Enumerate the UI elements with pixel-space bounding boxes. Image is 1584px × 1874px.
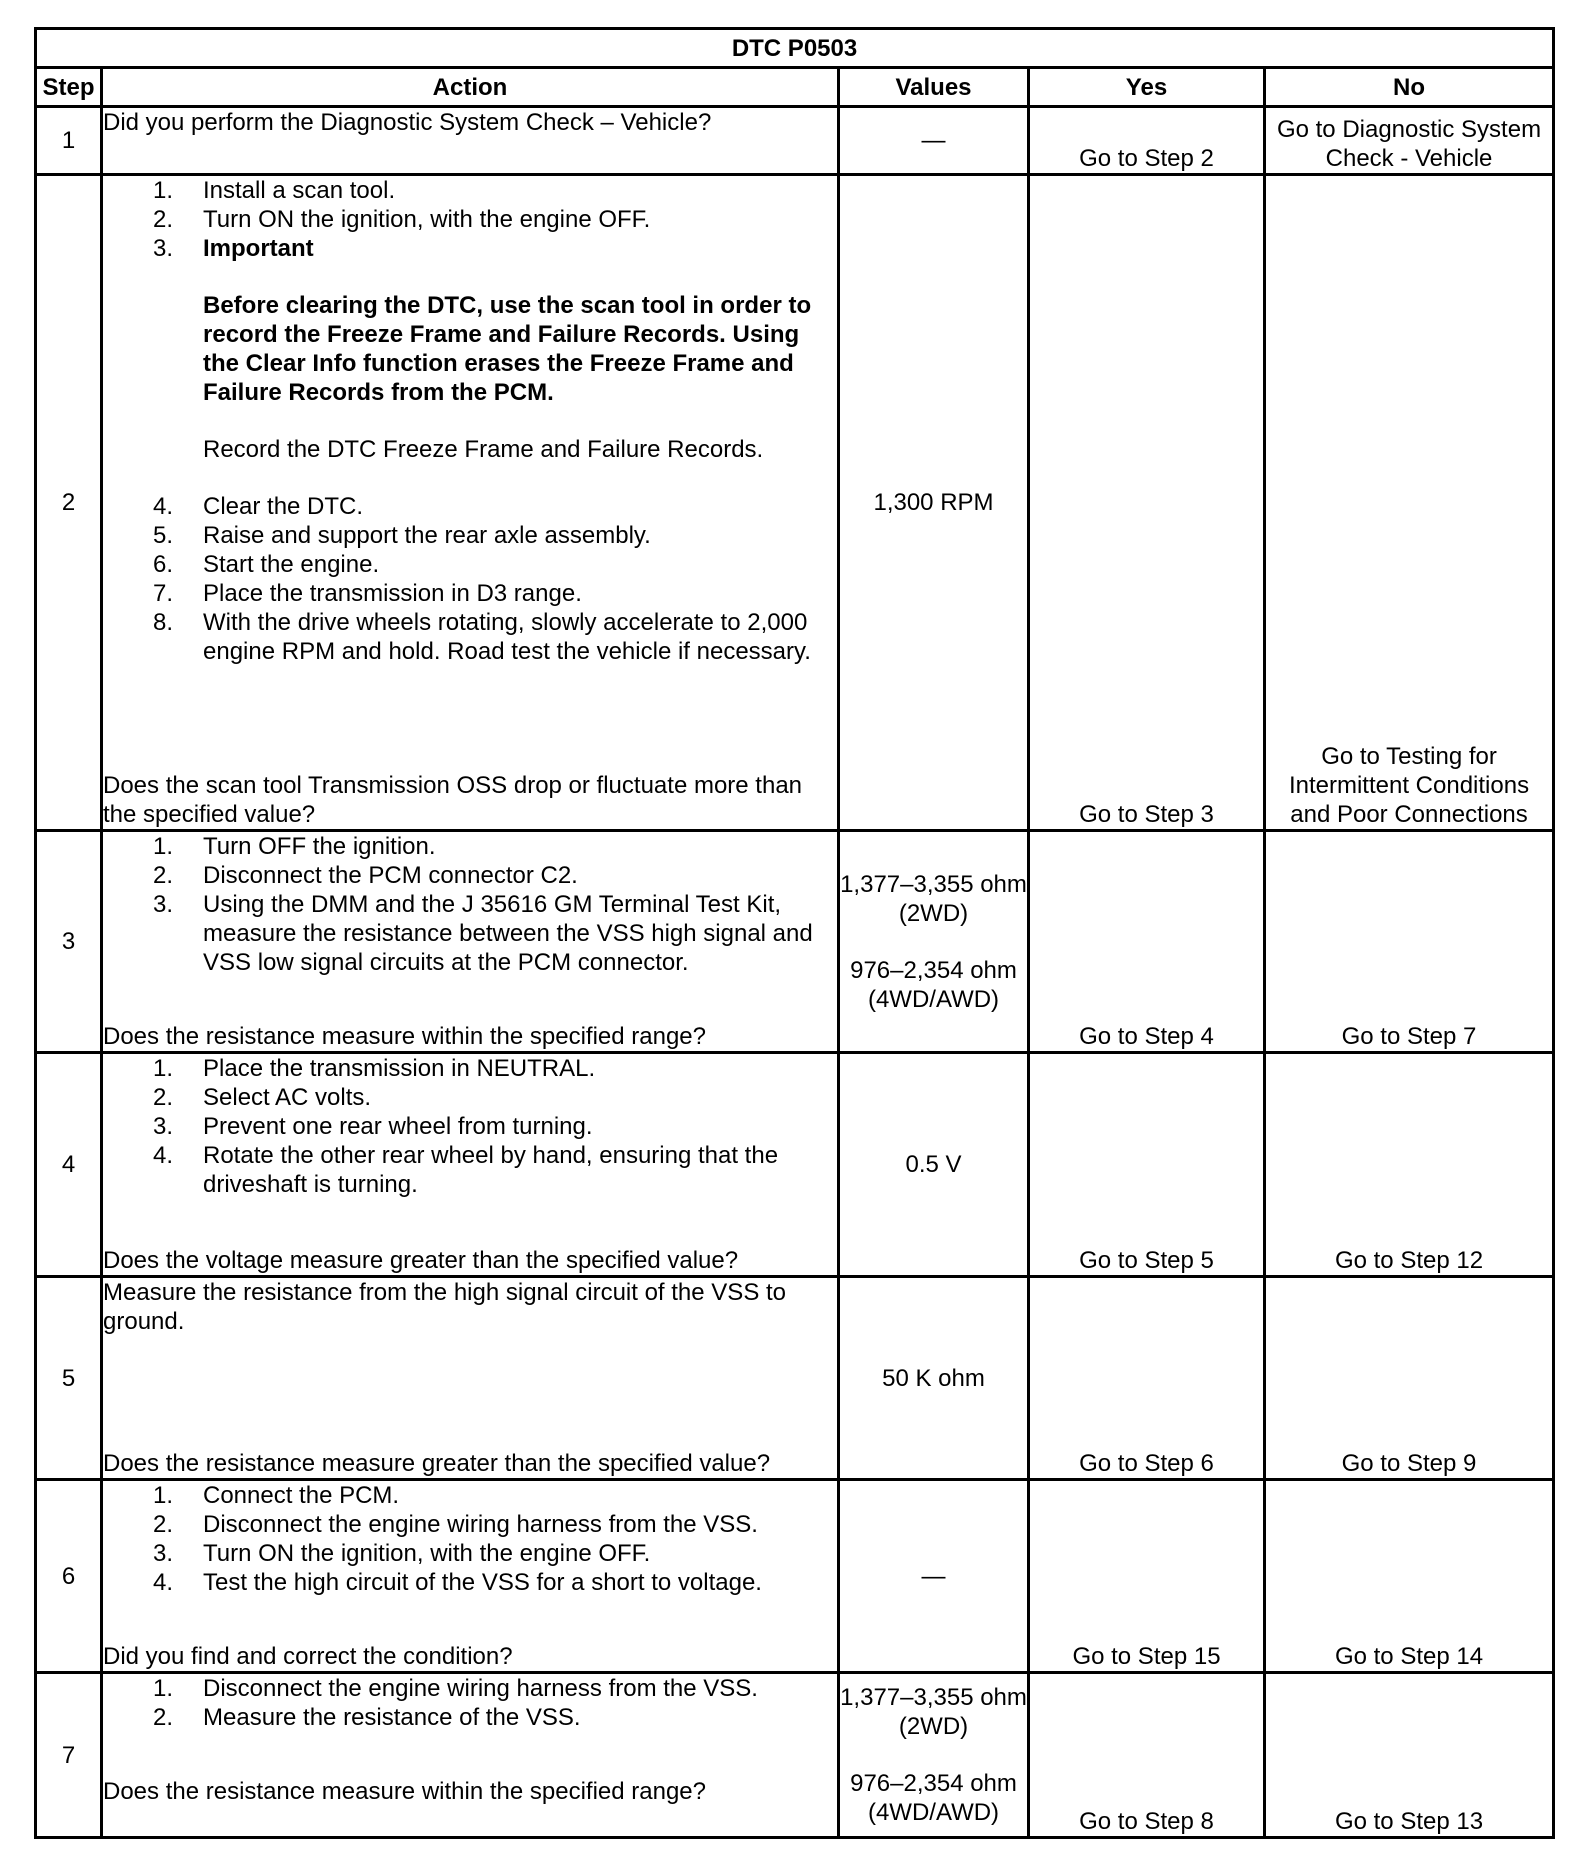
- step-number: 7: [36, 1673, 102, 1838]
- no-cell: Go to Step 14: [1265, 1480, 1554, 1673]
- values-cell: [839, 831, 1029, 1053]
- step-number: 4: [36, 1053, 102, 1277]
- record-instruction: Record the DTC Freeze Frame and Failure Records.: [203, 436, 764, 463]
- action-question: Does the resistance measure within the specified range?: [103, 1778, 706, 1805]
- table-header-row: [36, 68, 1554, 107]
- value-text: 0.5 V: [905, 1151, 962, 1178]
- value-text: 976–2,354 ohm (4WD/AWD): [850, 956, 1017, 1013]
- value-text: 1,300 RPM: [873, 489, 994, 516]
- table-row: [36, 831, 1554, 1053]
- important-note: Before clearing the DTC, use the scan tool in order to record the Freeze Frame and Failure Records. Using the Clear Info function erases the Freeze Frame and Failure Records from the PCM.: [203, 292, 812, 406]
- list-item: 1. Disconnect the engine wiring harness from the VSS.: [152, 1675, 758, 1702]
- yes-cell: Go to Step 15: [1029, 1480, 1265, 1673]
- list-item: 3. Using the DMM and the J 35616 GM Terminal Test Kit, measure the resistance between the VSS high signal and VSS low signal circuits at the PCM connector.: [152, 891, 813, 976]
- no-cell: Go to Step 13: [1265, 1673, 1554, 1838]
- list-item: 5. Raise and support the rear axle assembly.: [152, 522, 651, 549]
- table-row: [36, 1673, 1554, 1838]
- action-question: Does the resistance measure within the specified range?: [103, 1023, 706, 1050]
- value-text: 976–2,354 ohm (4WD/AWD): [850, 1770, 1017, 1826]
- no-cell: Go to Step 7: [1265, 831, 1554, 1053]
- values-cell: [839, 1480, 1029, 1673]
- action-question: Did you perform the Diagnostic System Check – Vehicle?: [103, 109, 712, 136]
- header-values: Values: [839, 68, 1029, 107]
- value-text: 1,377–3,355 ohm (2WD): [840, 1684, 1027, 1740]
- values-cell: [839, 1277, 1029, 1480]
- list-item: 1. Connect the PCM.: [152, 1482, 400, 1509]
- table-row: [36, 1053, 1554, 1277]
- list-item: 4. Rotate the other rear wheel by hand, ensuring that the driveshaft is turning.: [152, 1142, 779, 1198]
- action-question: Does the scan tool Transmission OSS drop or fluctuate more than the specified value?: [103, 772, 803, 828]
- step-number: 1: [36, 107, 102, 175]
- value-text: —: [921, 127, 946, 154]
- value-text: —: [921, 1562, 946, 1590]
- list-item: 2. Disconnect the engine wiring harness from the VSS.: [152, 1511, 758, 1538]
- table-title: DTC P0503: [36, 29, 1554, 68]
- list-item: 4. Test the high circuit of the VSS for a short to voltage.: [152, 1569, 762, 1596]
- list-item: 1. Place the transmission in NEUTRAL.: [152, 1055, 596, 1082]
- step-number: 3: [36, 831, 102, 1053]
- action-steps: [103, 1481, 837, 1597]
- yes-cell: Go to Step 3: [1029, 175, 1265, 831]
- list-item: 2. Turn ON the ignition, with the engine OFF.: [152, 206, 651, 233]
- header-yes: Yes: [1029, 68, 1265, 107]
- action-cell: [102, 175, 839, 831]
- list-item: 2. Disconnect the PCM connector C2.: [152, 862, 578, 889]
- list-item: 1. Turn OFF the ignition.: [152, 833, 436, 860]
- dtc-table: [34, 27, 1555, 1839]
- no-cell: Go to Step 9: [1265, 1277, 1554, 1480]
- table-row: [36, 1277, 1554, 1480]
- list-item: 3. Prevent one rear wheel from turning.: [152, 1113, 593, 1140]
- action-cell: [102, 1480, 839, 1673]
- action-question: Does the resistance measure greater than the specified value?: [103, 1450, 771, 1477]
- action-intro: Measure the resistance from the high signal circuit of the VSS to ground.: [103, 1279, 787, 1335]
- yes-cell: Go to Step 2: [1029, 107, 1265, 175]
- list-item: 8. With the drive wheels rotating, slowly accelerate to 2,000 engine RPM and hold. Road test the vehicle if necessary.: [152, 609, 811, 665]
- values-cell: [839, 1053, 1029, 1277]
- values-cell: [839, 175, 1029, 831]
- header-no: No: [1265, 68, 1554, 107]
- value-text: 50 K ohm: [882, 1364, 985, 1392]
- list-item: 1. Install a scan tool.: [152, 177, 396, 204]
- yes-cell: Go to Step 8: [1029, 1673, 1265, 1838]
- list-item: 4. Clear the DTC.: [152, 493, 364, 520]
- yes-cell: Go to Step 4: [1029, 831, 1265, 1053]
- action-steps: [103, 492, 837, 666]
- step-number: 6: [36, 1480, 102, 1673]
- header-action: Action: [102, 68, 839, 107]
- value-text: 1,377–3,355 ohm (2WD): [840, 870, 1027, 927]
- action-cell: [102, 1673, 839, 1838]
- important-heading: Important: [203, 235, 314, 262]
- no-cell: Go to Step 12: [1265, 1053, 1554, 1277]
- action-question: Does the voltage measure greater than the specified value?: [103, 1247, 739, 1274]
- action-cell: [102, 831, 839, 1053]
- action-steps: [103, 176, 837, 263]
- action-cell: [102, 1053, 839, 1277]
- action-steps: [103, 832, 837, 977]
- action-steps: [103, 1054, 837, 1199]
- action-question: Did you find and correct the condition?: [103, 1643, 513, 1670]
- table-row: [36, 107, 1554, 175]
- list-item: 3. Turn ON the ignition, with the engine OFF.: [152, 1540, 651, 1567]
- list-item: 2. Measure the resistance of the VSS.: [152, 1704, 581, 1731]
- step-number: 2: [36, 175, 102, 831]
- table-title-row: [36, 29, 1554, 68]
- list-item: 2. Select AC volts.: [152, 1084, 372, 1111]
- step-number: 5: [36, 1277, 102, 1480]
- action-cell: [102, 1277, 839, 1480]
- values-cell: [839, 107, 1029, 175]
- list-item: 6. Start the engine.: [152, 551, 380, 578]
- yes-cell: Go to Step 5: [1029, 1053, 1265, 1277]
- no-cell: Go to Diagnostic System Check - Vehicle: [1265, 107, 1554, 175]
- no-cell: Go to Testing for Intermittent Conditions and Poor Connections: [1265, 175, 1554, 831]
- yes-cell: Go to Step 6: [1029, 1277, 1265, 1480]
- list-item: 3. Important: [103, 234, 837, 263]
- action-steps: [103, 1674, 837, 1732]
- table-row: [36, 1480, 1554, 1673]
- header-step: Step: [36, 68, 102, 107]
- action-cell: [102, 107, 839, 175]
- table-row: [36, 175, 1554, 831]
- values-cell: [839, 1673, 1029, 1838]
- list-item: 7. Place the transmission in D3 range.: [152, 580, 582, 607]
